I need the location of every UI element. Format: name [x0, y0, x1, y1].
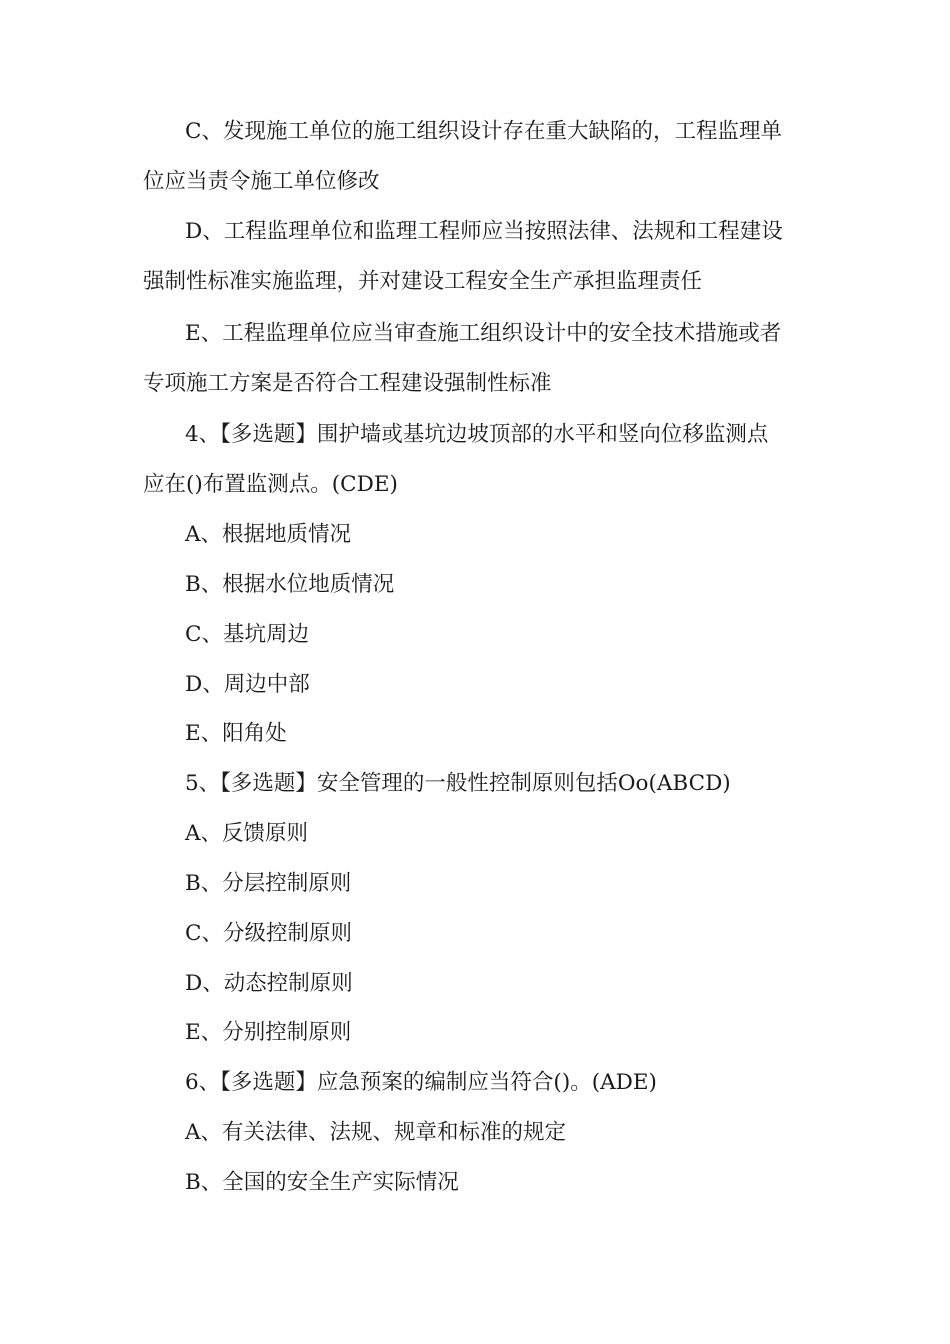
q5-option-d — [143, 959, 808, 1009]
paragraph-line: A、根据地质情况 — [185, 522, 352, 547]
paragraph-line: 6、【多选题】应急预案的编制应当符合()。(ADE) — [185, 1070, 657, 1095]
q4-option-c — [143, 610, 808, 660]
q6-option-b — [143, 1158, 808, 1208]
question-4 — [143, 410, 808, 510]
question-5 — [143, 759, 808, 809]
paragraph-line: A、有关法律、法规、规章和标准的规定 — [185, 1120, 567, 1145]
option-d-paragraph — [143, 207, 808, 307]
q5-option-b — [143, 859, 808, 909]
q4-option-d — [143, 660, 808, 710]
q4-option-b — [143, 560, 808, 610]
q5-option-c — [143, 909, 808, 959]
question-6 — [143, 1058, 808, 1108]
paragraph-line: 4、【多选题】围护墙或基坑边坡顶部的水平和竖向位移监测点 — [185, 422, 769, 447]
paragraph-line: 应在()布置监测点。(CDE) — [143, 472, 398, 497]
paragraph-line: C、发现施工单位的施工组织设计存在重大缺陷的，工程监理单 — [185, 119, 782, 144]
paragraph-line: D、周边中部 — [185, 672, 310, 697]
option-e-paragraph — [143, 309, 808, 409]
paragraph-line: 5、【多选题】安全管理的一般性控制原则包括Oo(ABCD) — [185, 771, 731, 796]
option-c-paragraph — [143, 107, 808, 207]
q5-option-a — [143, 809, 808, 859]
paragraph-line: B、根据水位地质情况 — [185, 572, 395, 597]
q4-option-e — [143, 709, 808, 759]
paragraph-line: B、分层控制原则 — [185, 871, 352, 896]
paragraph-line: E、工程监理单位应当审查施工组织设计中的安全技术措施或者 — [185, 321, 782, 346]
paragraph-line: A、反馈原则 — [185, 821, 309, 846]
paragraph-line: E、阳角处 — [185, 721, 287, 746]
q6-option-a — [143, 1108, 808, 1158]
paragraph-line: C、基坑周边 — [185, 622, 309, 647]
paragraph-line: B、全国的安全生产实际情况 — [185, 1170, 459, 1195]
paragraph-line: 专项施工方案是否符合工程建设强制性标准 — [143, 371, 552, 396]
paragraph-line: 位应当责令施工单位修改 — [143, 169, 380, 194]
paragraph-line: C、分级控制原则 — [185, 921, 352, 946]
q5-option-e — [143, 1008, 808, 1058]
q4-option-a — [143, 510, 808, 560]
paragraph-line: 强制性标准实施监理，并对建设工程安全生产承担监理责任 — [143, 269, 703, 294]
paragraph-line: E、分别控制原则 — [185, 1020, 352, 1045]
paragraph-line: D、动态控制原则 — [185, 971, 353, 996]
paragraph-line: D、工程监理单位和监理工程师应当按照法律、法规和工程建设 — [185, 219, 783, 244]
